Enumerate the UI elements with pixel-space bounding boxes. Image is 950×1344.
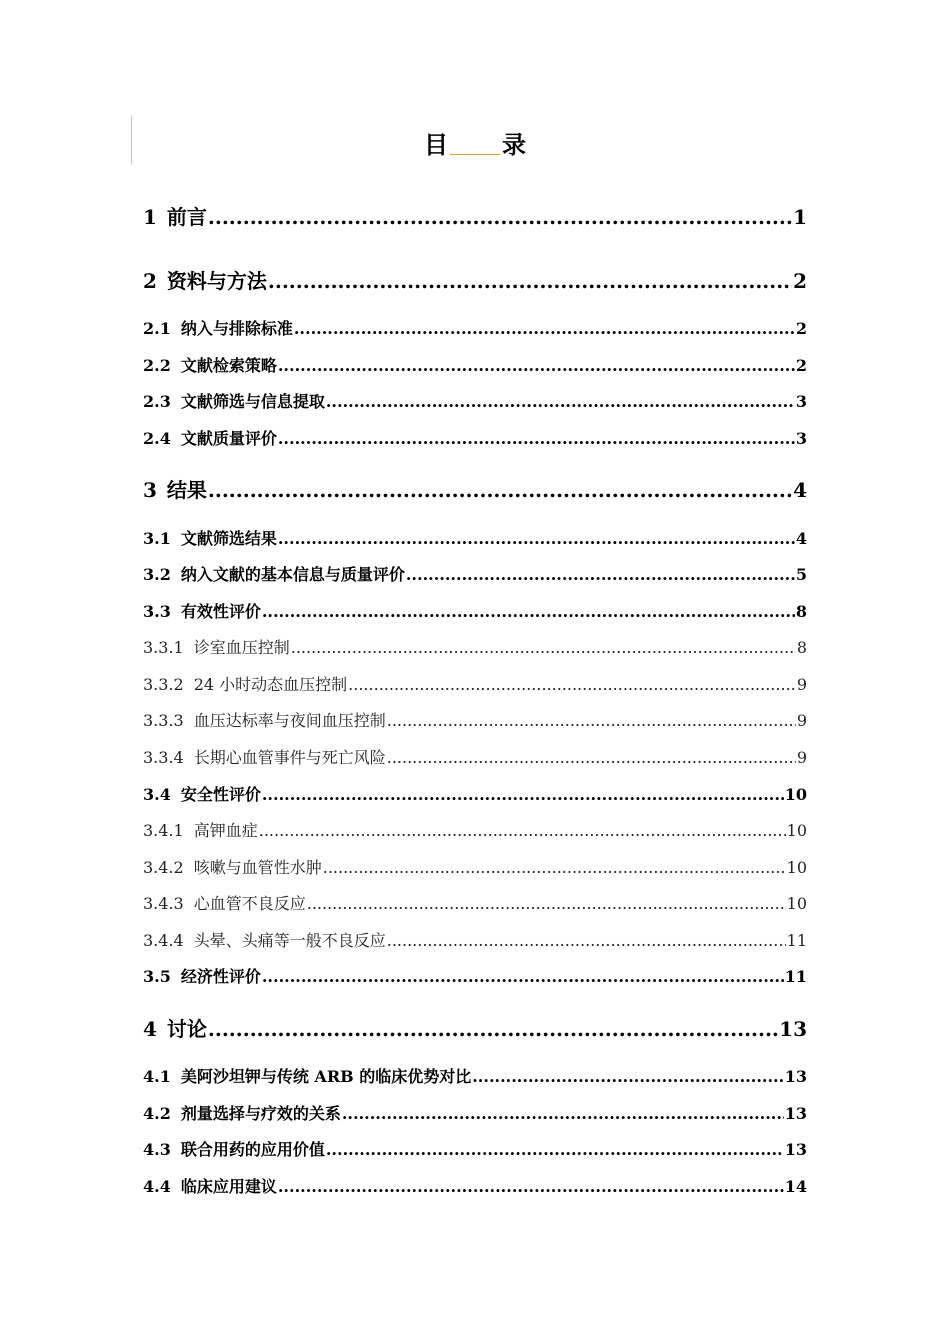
toc-entry-page-number: 11 xyxy=(786,931,807,950)
toc-entry-number: 3 xyxy=(143,478,157,502)
toc-entry[interactable] xyxy=(143,819,807,843)
toc-entry-page-number: 10 xyxy=(786,821,807,840)
toc-entry-number: 3.3 xyxy=(143,602,171,621)
toc-dot-leader xyxy=(387,929,786,953)
toc-title-right: 录 xyxy=(502,130,526,159)
toc-dot-leader xyxy=(307,892,786,916)
toc-entry-page-number: 9 xyxy=(796,748,807,767)
toc-entry-label: 长期心血管事件与死亡风险 xyxy=(193,748,386,767)
toc-entry-page-number: 2 xyxy=(793,269,807,293)
toc-dot-leader xyxy=(278,354,795,378)
toc-entry-page-number: 10 xyxy=(784,785,807,804)
toc-entry-number: 2 xyxy=(143,269,157,293)
toc-entry[interactable] xyxy=(143,476,807,504)
toc-entry[interactable] xyxy=(143,317,807,341)
toc-dot-leader xyxy=(278,527,795,551)
toc-dot-leader xyxy=(326,390,795,414)
toc-dot-leader xyxy=(342,1102,784,1126)
toc-entry-label: 结果 xyxy=(166,478,207,502)
toc-entry-number: 2.2 xyxy=(143,356,171,375)
toc-entry-number: 3.4 xyxy=(143,785,171,804)
toc-dot-leader xyxy=(278,427,795,451)
toc-entry[interactable] xyxy=(143,267,807,295)
toc-entry-number: 3.4.3 xyxy=(143,894,184,913)
toc-dot-leader xyxy=(262,783,784,807)
toc-entry-page-number: 8 xyxy=(795,602,807,621)
toc-entry-label: 联合用药的应用价值 xyxy=(180,1140,325,1159)
toc-entry-page-number: 1 xyxy=(793,205,807,229)
toc-entry-page-number: 3 xyxy=(795,429,807,448)
toc-entry[interactable] xyxy=(143,892,807,916)
toc-entry-page-number: 10 xyxy=(786,858,807,877)
toc-entry-number: 2.4 xyxy=(143,429,171,448)
toc-entry-number: 4.2 xyxy=(143,1104,171,1123)
toc-entry-number: 1 xyxy=(143,205,157,229)
toc-entry[interactable] xyxy=(143,709,807,733)
toc-dot-leader xyxy=(326,1138,784,1162)
toc-entry[interactable] xyxy=(143,783,807,807)
toc-entry-number: 4.1 xyxy=(143,1067,171,1086)
toc-dot-leader xyxy=(406,563,795,587)
toc-entry-number: 4.3 xyxy=(143,1140,171,1159)
toc-entry-label: 美阿沙坦钾与传统 ARB 的临床优势对比 xyxy=(180,1067,472,1086)
toc-entry-label: 前言 xyxy=(166,205,207,229)
toc-entry-label: 纳入与排除标准 xyxy=(180,319,293,338)
toc-entry[interactable] xyxy=(143,856,807,880)
toc-entry-page-number: 11 xyxy=(784,967,807,986)
toc-entry-label: 临床应用建议 xyxy=(180,1177,277,1196)
toc-entry-label: 头晕、头痛等一般不良反应 xyxy=(193,931,386,950)
toc-entry-label: 安全性评价 xyxy=(180,785,261,804)
toc-entry-number: 3.3.2 xyxy=(143,675,184,694)
toc-entry-page-number: 5 xyxy=(795,565,807,584)
toc-entry-number: 4.4 xyxy=(143,1177,171,1196)
toc-entry-label: 讨论 xyxy=(166,1017,207,1041)
toc-entry-number: 3.3.3 xyxy=(143,711,184,730)
toc-entry-page-number: 2 xyxy=(795,319,807,338)
toc-entry-number: 3.1 xyxy=(143,529,171,548)
toc-entry-page-number: 10 xyxy=(786,894,807,913)
toc-title xyxy=(0,125,950,160)
toc-entry-label: 纳入文献的基本信息与质量评价 xyxy=(180,565,405,584)
toc-entry-number: 3.4.4 xyxy=(143,931,184,950)
toc-entry-page-number: 4 xyxy=(793,478,807,502)
toc-entry-page-number: 13 xyxy=(784,1104,807,1123)
toc-entry-label: 心血管不良反应 xyxy=(193,894,306,913)
toc-entry-page-number: 14 xyxy=(784,1177,807,1196)
toc-dot-leader xyxy=(262,600,795,624)
toc-entry[interactable] xyxy=(143,563,807,587)
toc-entry[interactable] xyxy=(143,354,807,378)
toc-entry-page-number: 4 xyxy=(795,529,807,548)
toc-dot-leader xyxy=(294,317,795,341)
toc-entry-page-number: 8 xyxy=(796,638,807,657)
toc-dot-leader xyxy=(348,673,796,697)
toc-entry-page-number: 13 xyxy=(784,1067,807,1086)
toc-entry-label: 剂量选择与疗效的关系 xyxy=(180,1104,341,1123)
toc-entry[interactable] xyxy=(143,929,807,953)
toc-entry-label: 24 小时动态血压控制 xyxy=(193,675,348,694)
toc-dot-leader xyxy=(278,1175,784,1199)
toc-dot-leader xyxy=(387,709,796,733)
toc-entry-page-number: 9 xyxy=(796,675,807,694)
toc-entry-page-number: 13 xyxy=(784,1140,807,1159)
toc-dot-leader xyxy=(208,476,792,504)
toc-entry-label: 诊室血压控制 xyxy=(193,638,290,657)
toc-entry-number: 2.1 xyxy=(143,319,171,338)
toc-entry[interactable] xyxy=(143,1102,807,1126)
toc-dot-leader xyxy=(262,965,784,989)
toc-entry-label: 资料与方法 xyxy=(166,269,267,293)
toc-entry[interactable] xyxy=(143,1138,807,1162)
toc-entry-number: 4 xyxy=(143,1017,157,1041)
toc-entry[interactable] xyxy=(143,746,807,770)
toc-dot-leader xyxy=(208,1015,778,1043)
toc-entry[interactable] xyxy=(143,1175,807,1199)
toc-entry[interactable] xyxy=(143,673,807,697)
toc-entry-label: 文献质量评价 xyxy=(180,429,277,448)
toc-entry-number: 3.4.2 xyxy=(143,858,184,877)
toc-entry[interactable] xyxy=(143,636,807,660)
toc-entry-page-number: 2 xyxy=(795,356,807,375)
toc-dot-leader xyxy=(472,1065,784,1089)
toc-entry[interactable] xyxy=(143,1065,807,1089)
toc-entry-number: 3.3.4 xyxy=(143,748,184,767)
toc-entry-number: 3.5 xyxy=(143,967,171,986)
toc-dot-leader xyxy=(291,636,796,660)
toc-entry-label: 文献筛选与信息提取 xyxy=(180,392,325,411)
toc-dot-leader xyxy=(387,746,796,770)
toc-entry[interactable] xyxy=(143,965,807,989)
toc-entry[interactable] xyxy=(143,390,807,414)
title-spacer-underline xyxy=(450,130,500,155)
toc-dot-leader xyxy=(268,267,792,295)
toc-dot-leader xyxy=(208,203,792,231)
toc-entry-label: 血压达标率与夜间血压控制 xyxy=(193,711,386,730)
toc-entry-label: 有效性评价 xyxy=(180,602,261,621)
toc-entry-label: 经济性评价 xyxy=(180,967,261,986)
toc-entry-number: 3.3.1 xyxy=(143,638,184,657)
toc-title-left: 目 xyxy=(424,130,448,159)
toc-dot-leader xyxy=(259,819,786,843)
toc-entry-number: 3.4.1 xyxy=(143,821,184,840)
toc-entry[interactable] xyxy=(143,600,807,624)
toc-entry[interactable] xyxy=(143,427,807,451)
toc-entry[interactable] xyxy=(143,203,807,231)
toc-entry[interactable] xyxy=(143,527,807,551)
toc-entry-label: 文献筛选结果 xyxy=(180,529,277,548)
toc-entry-number: 2.3 xyxy=(143,392,171,411)
toc-entry-page-number: 9 xyxy=(796,711,807,730)
toc-entry-label: 高钾血症 xyxy=(193,821,258,840)
toc-entry[interactable] xyxy=(143,1015,807,1043)
toc-entry-number: 3.2 xyxy=(143,565,171,584)
toc-entry-page-number: 13 xyxy=(779,1017,807,1041)
toc-entry-label: 咳嗽与血管性水肿 xyxy=(193,858,322,877)
toc-entry-label: 文献检索策略 xyxy=(180,356,277,375)
toc-entry-page-number: 3 xyxy=(795,392,807,411)
toc-dot-leader xyxy=(323,856,786,880)
